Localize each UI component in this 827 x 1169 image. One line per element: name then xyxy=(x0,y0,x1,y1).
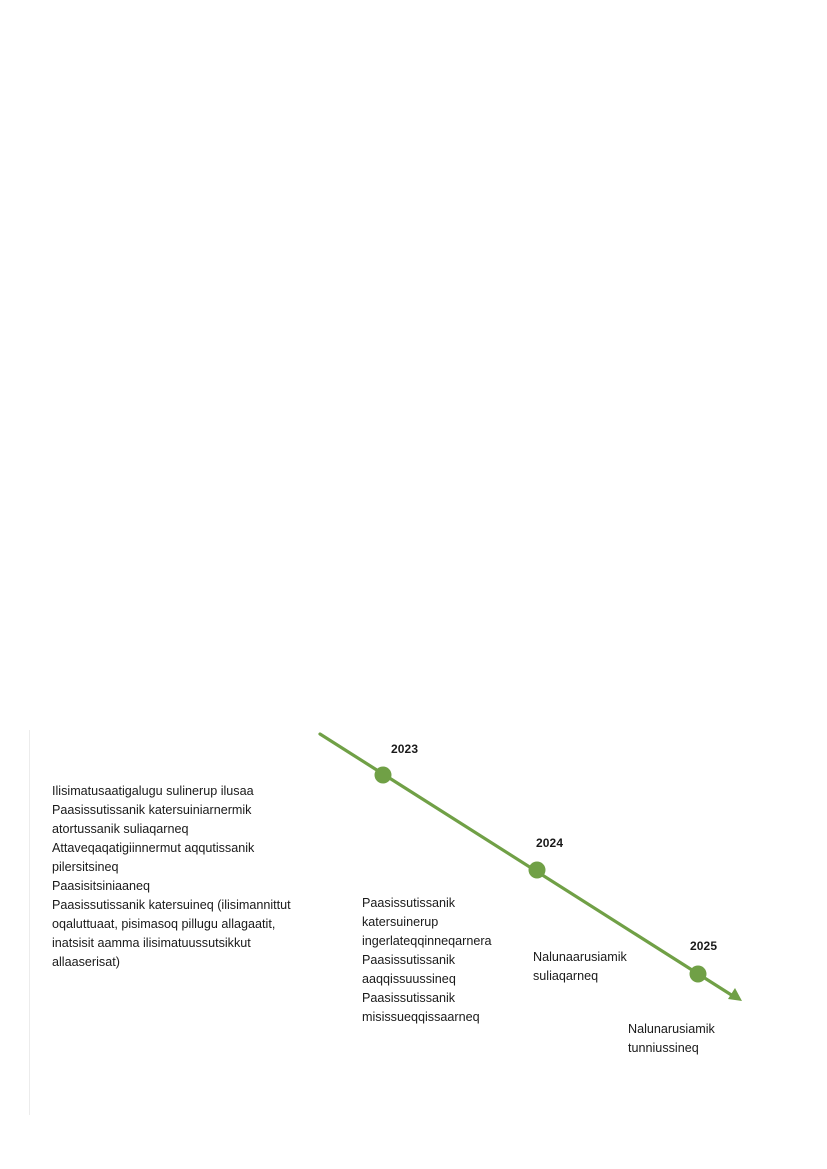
activity-line: Ilisimatusaatigalugu sulinerup ilusaa xyxy=(52,784,254,798)
activity-line: Paasissutissanik katersuiniarnermik xyxy=(52,803,252,817)
milestone-dot-2025 xyxy=(690,966,707,983)
milestone-dot-2024 xyxy=(529,862,546,879)
activity-line: pilersitsineq xyxy=(52,860,119,874)
activity-line: Paasissutissanik xyxy=(362,896,456,910)
activity-line: Nalunarusiamik xyxy=(628,1022,715,1036)
activity-line: ingerlateqqinneqarnera xyxy=(362,934,492,948)
activities-2025-report-delivery xyxy=(628,1020,715,1058)
activity-line: katersuinerup xyxy=(362,915,439,929)
activity-line: Paasissutissanik xyxy=(362,991,456,1005)
activity-line: Paasisitsiniaaneq xyxy=(52,879,151,893)
activity-line: aaqqissuussineq xyxy=(362,972,456,986)
activity-line: misissueqqissaarneq xyxy=(362,1010,480,1024)
year-label-2023: 2023 xyxy=(391,742,419,756)
activity-line: tunniussineq xyxy=(628,1041,699,1055)
milestone-dot-2023 xyxy=(375,767,392,784)
activity-line: Nalunaarusiamik xyxy=(533,950,627,964)
activity-line: oqaluttuaat, pisimasoq pillugu allagaatit, xyxy=(52,917,276,931)
activity-line: allaaserisat) xyxy=(52,955,120,969)
activity-line: Paasissutissanik xyxy=(362,953,456,967)
activities-2025-report-writing xyxy=(533,948,627,986)
activity-line: Paasissutissanik katersuineq (ilisimannittut xyxy=(52,898,291,912)
activities-2024 xyxy=(362,894,492,1027)
activities-2023 xyxy=(52,782,291,972)
activity-line: suliaqarneq xyxy=(533,969,599,983)
year-label-2025: 2025 xyxy=(690,939,718,953)
year-label-2024: 2024 xyxy=(536,836,564,850)
activity-line: inatsisit aamma ilisimatuussutsikkut xyxy=(52,936,251,950)
activity-line: atortussanik suliaqarneq xyxy=(52,822,189,836)
activity-line: Attaveqaqatigiinnermut aqqutissanik xyxy=(52,841,255,855)
